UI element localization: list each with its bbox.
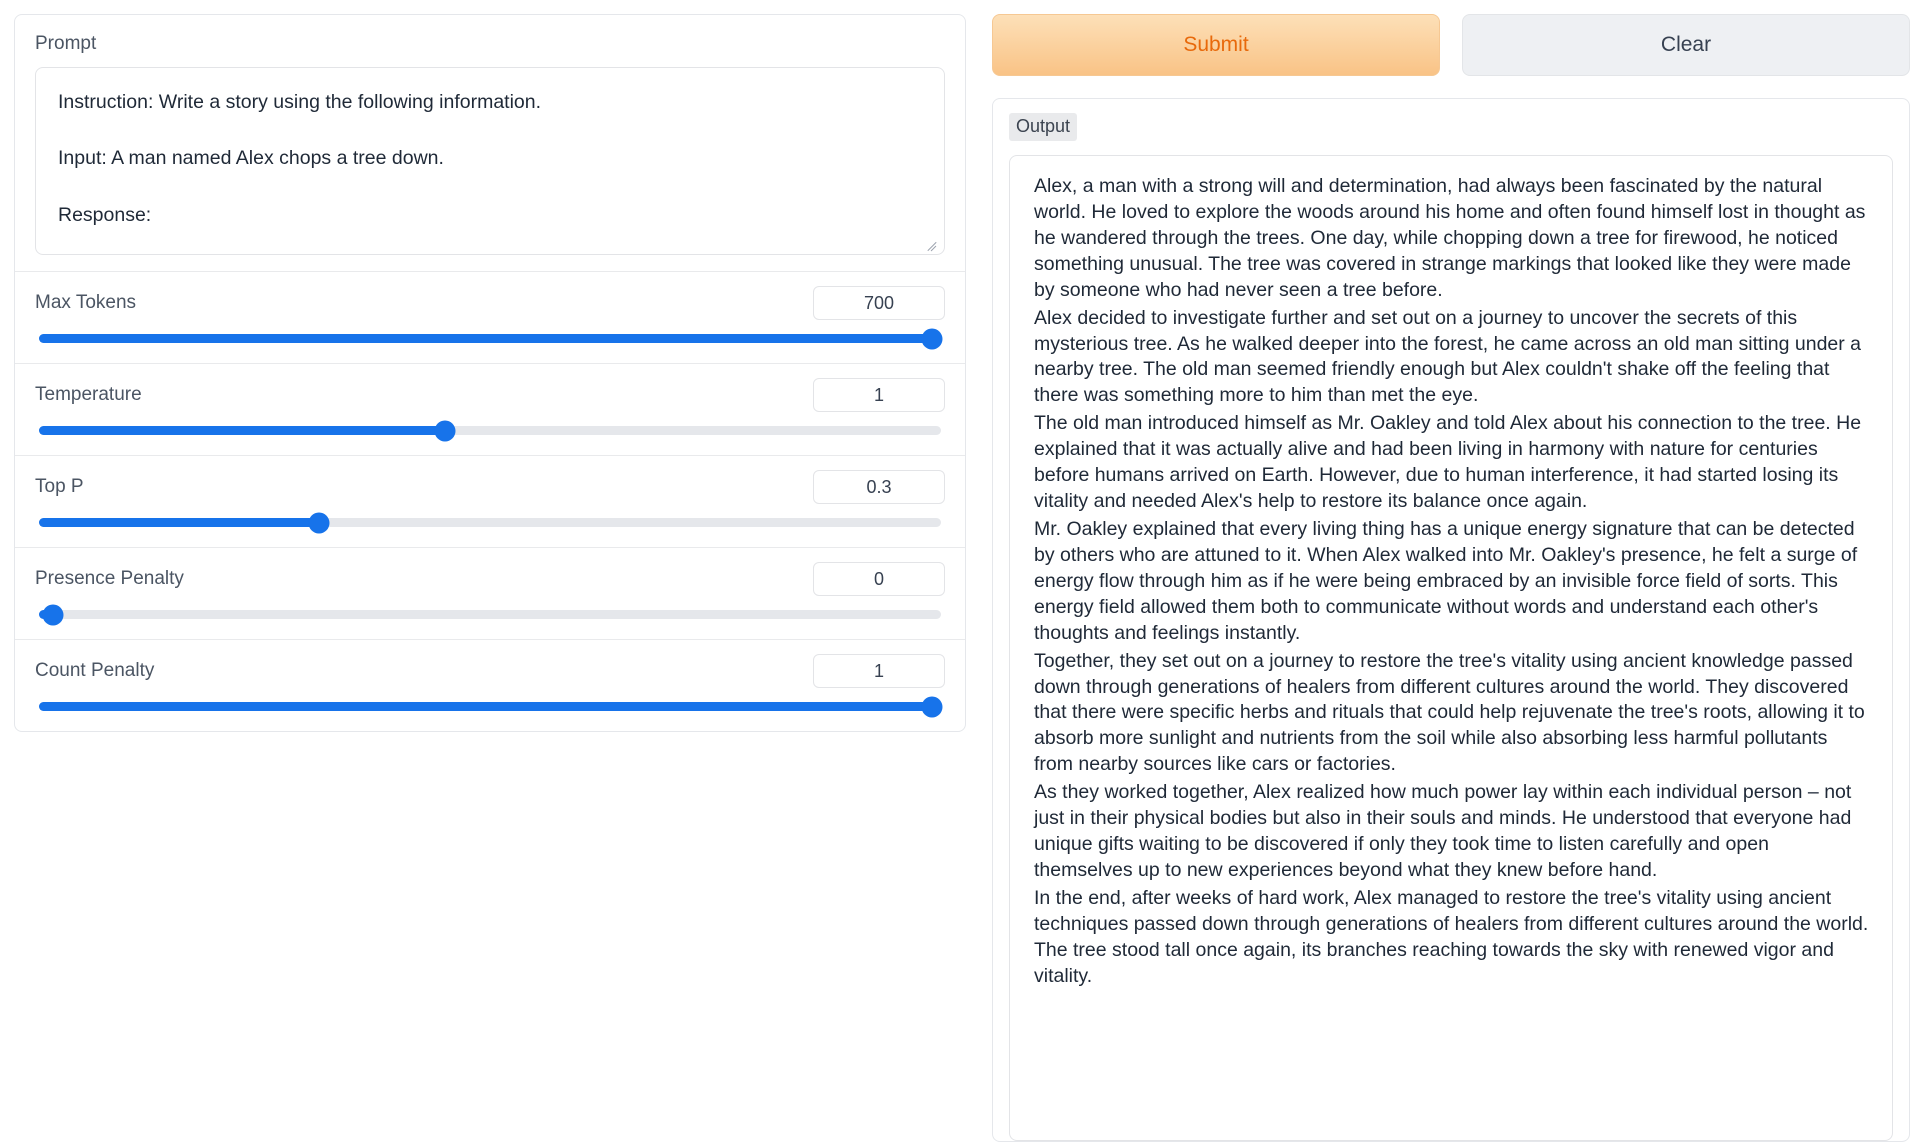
slider-track-temperature[interactable]: [39, 426, 941, 435]
slider-track-top-p[interactable]: [39, 518, 941, 527]
prompt-line: Response:: [58, 203, 152, 226]
slider-value-temperature[interactable]: 1: [813, 378, 945, 412]
slider-head: [35, 562, 945, 596]
slider-value-max-tokens[interactable]: 700: [813, 286, 945, 320]
slider-value-count-penalty[interactable]: 1: [813, 654, 945, 688]
slider-label-top-p: Top P: [35, 476, 84, 497]
parameters-column: [14, 14, 966, 1142]
slider-label-max-tokens: Max Tokens: [35, 292, 137, 313]
prompt-block: [15, 15, 965, 272]
slider-track-max-tokens[interactable]: [39, 334, 941, 343]
parameters-panel: [14, 14, 966, 732]
slider-row-top-p: [15, 456, 965, 548]
clear-button[interactable]: Clear: [1462, 14, 1910, 76]
slider-value-top-p[interactable]: 0.3: [813, 470, 945, 504]
output-panel: [992, 98, 1910, 1142]
slider-row-max-tokens: [15, 272, 965, 364]
slider-row-presence-penalty: [15, 548, 965, 640]
output-label: Output: [1009, 113, 1077, 141]
output-column: [992, 14, 1910, 1142]
output-text-area[interactable]: [1009, 155, 1893, 1141]
slider-track-count-penalty[interactable]: [39, 702, 941, 711]
slider-track-presence-penalty[interactable]: [39, 610, 941, 619]
prompt-input[interactable]: [35, 67, 945, 255]
output-paragraph: Mr. Oakley explained that every living thing has a unique energy signature that can be detected by others who are attuned to it. When Alex walked into Mr. Oakley's presence, he felt a surge of energy flow through him as if he were being embraced by an invisible force field of sorts. This energy field allowed them both to communicate without words and understand each other's thoughts and feelings instantly.: [1034, 517, 1858, 644]
slider-row-count-penalty: [15, 640, 965, 731]
prompt-text: [58, 88, 922, 229]
prompt-line: Input: A man named Alex chops a tree down.: [58, 147, 444, 170]
action-buttons: [992, 14, 1910, 76]
resize-handle-icon[interactable]: [925, 236, 939, 250]
slider-row-temperature: [15, 364, 965, 456]
output-paragraph: In the end, after weeks of hard work, Alex managed to restore the tree's vitality using ancient techniques passed down through generations of healers from different cultures around the world. The tree stood tall once again, its branches reaching towards the sky with renewed vigor and vitality.: [1034, 886, 1869, 987]
slider-value-presence-penalty[interactable]: 0: [813, 562, 945, 596]
slider-label-presence-penalty: Presence Penalty: [35, 568, 184, 589]
prompt-label: Prompt: [35, 33, 97, 54]
slider-head: [35, 470, 945, 504]
slider-head: [35, 286, 945, 320]
slider-head: [35, 654, 945, 688]
output-paragraph: As they worked together, Alex realized how much power lay within each individual person – not just in their physical bodies but also in their souls and minds. He understood that everyone had unique gifts waiting to be discovered if only they took time to listen carefully and open themselves up to new experiences beyond what they knew before hand.: [1034, 781, 1852, 881]
prompt-line: Instruction: Write a story using the following information.: [58, 91, 542, 113]
slider-label-count-penalty: Count Penalty: [35, 660, 155, 681]
slider-head: [35, 378, 945, 412]
output-paragraph: Alex decided to investigate further and set out on a journey to uncover the secrets of this mysterious tree. As he walked deeper into the forest, he came across an old man sitting under a nearby tree. The old man seemed friendly enough but Alex couldn't shake off the feeling that there was something more to him than met the eye.: [1034, 306, 1862, 407]
slider-label-temperature: Temperature: [35, 384, 142, 405]
submit-button[interactable]: Submit: [992, 14, 1440, 76]
output-paragraph: Alex, a man with a strong will and determination, had always been fascinated by the natural world. He loved to explore the woods around his home and often found himself lost in thought as he wandered through the trees. One day, while chopping down a tree for firewood, he noticed something unusual. The tree was covered in strange markings that looked like they were made by someone who had never seen a tree before.: [1034, 175, 1866, 301]
output-paragraph: Together, they set out on a journey to restore the tree's vitality using ancient knowledge passed down through generations of healers from different cultures around the world. They discovered that there were specific herbs and rituals that could help rejuvenate the tree's roots, allowing it to absorb more sunlight and nutrients from the soil while also absorbing less harmful pollutants from nearby sources like cars or factories.: [1034, 649, 1865, 776]
output-paragraph: The old man introduced himself as Mr. Oakley and told Alex about his connection to the tree. He explained that it was actually alive and had been living in harmony with nature for centuries before humans arrived on Earth. However, due to human interference, it had started losing its vitality and needed Alex's help to restore its balance once again.: [1034, 412, 1862, 513]
